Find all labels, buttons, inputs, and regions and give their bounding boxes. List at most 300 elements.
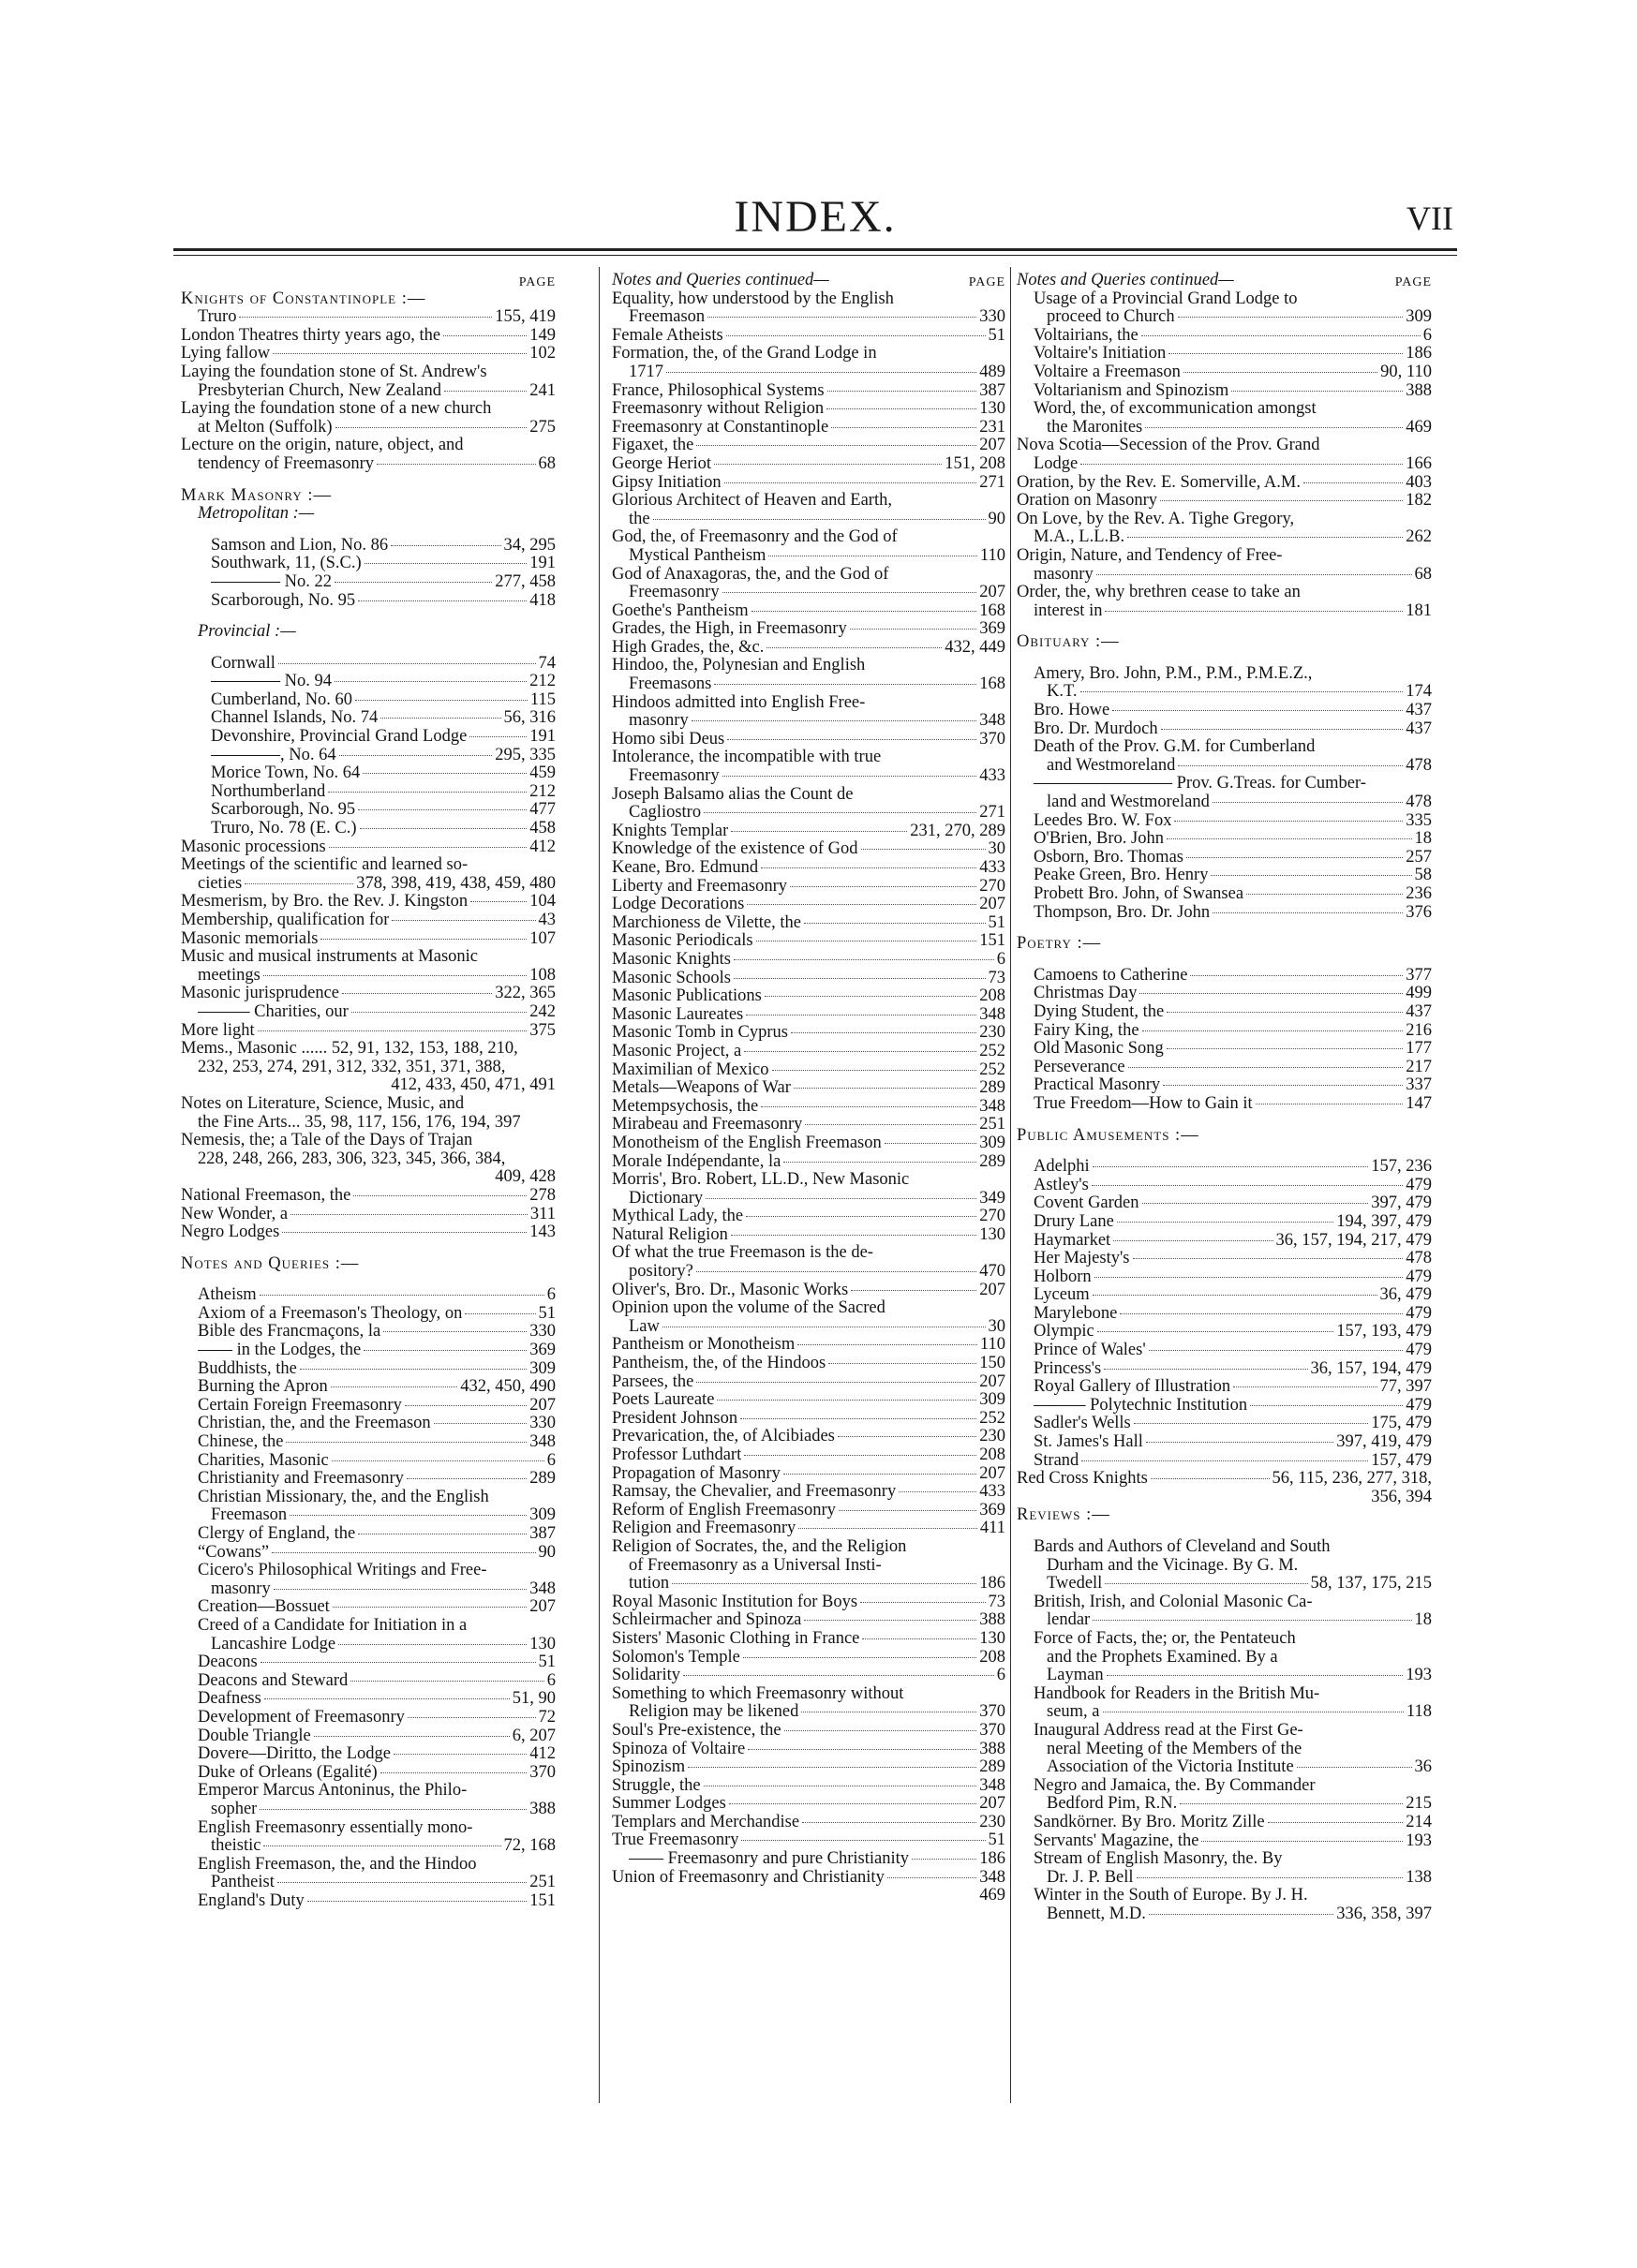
dot-leader (408, 1717, 536, 1718)
entry-title: Cagliostro (629, 804, 702, 823)
dot-leader (1250, 1405, 1403, 1406)
page-references: 138 (1406, 1868, 1432, 1887)
dot-leader (748, 1749, 976, 1750)
entry-title: Pantheism, the, of the Hindoos (612, 1355, 826, 1373)
index-entry (1017, 683, 1432, 702)
entry-title: Summer Lodges (612, 1795, 726, 1814)
index-entry-line: Nova Scotia—Secession of the Prov. Grand (1017, 437, 1320, 455)
dot-leader (724, 482, 977, 483)
index-entry (181, 1470, 556, 1489)
dot-leader (804, 923, 986, 924)
page-references: 478 (1406, 793, 1432, 812)
page-header (173, 178, 1457, 253)
entry-title: Union of Freemasonry and Christianity (612, 1868, 885, 1887)
dot-leader (277, 1882, 527, 1883)
page-references: 387 (529, 1525, 556, 1543)
dot-leader (912, 1859, 976, 1860)
dot-leader (653, 519, 986, 520)
index-entry (1017, 474, 1432, 493)
entry-title: Bennett, M.D. (1047, 1905, 1146, 1923)
index-entry (612, 1043, 1005, 1061)
index-entry (612, 1134, 1005, 1153)
dot-leader (1183, 372, 1377, 373)
dot-leader (1268, 1822, 1404, 1823)
index-entry (612, 455, 1005, 474)
dot-leader (1139, 993, 1403, 994)
page-references: 212 (529, 673, 556, 691)
page-references: 289 (979, 1758, 1005, 1777)
index-entry (1017, 1832, 1432, 1851)
dot-leader (746, 1216, 976, 1217)
page-references: 90 (538, 1543, 556, 1562)
dot-leader (761, 1106, 976, 1107)
page-references: 432, 450, 490 (460, 1378, 556, 1397)
page-references: 230 (979, 1813, 1005, 1831)
page-references: 388 (979, 1740, 1005, 1758)
page-references: 207 (979, 896, 1005, 914)
index-entry-line: Music and musical instruments at Masonic (181, 948, 479, 967)
dot-leader (1081, 1460, 1368, 1461)
page-references: 230 (979, 1428, 1005, 1446)
index-entry (612, 327, 1005, 346)
entry-title: Oration on Masonry (1017, 492, 1158, 511)
entry-title: Scarborough, No. 95 (211, 801, 356, 820)
dot-leader (805, 1124, 976, 1125)
entry-title: Royal Masonic Institution for Boys (612, 1593, 858, 1611)
index-entry (181, 1378, 556, 1397)
index-entry (181, 709, 556, 728)
page-references: 51 (538, 1304, 556, 1323)
page-references: 207 (529, 1598, 556, 1617)
dot-leader (1146, 1442, 1333, 1443)
dot-leader (239, 317, 492, 318)
page-references: 309 (1406, 308, 1432, 327)
entry-title: St. James's Hall (1034, 1433, 1143, 1452)
index-entry (181, 1690, 556, 1709)
page-references: 182 (1406, 492, 1432, 511)
dot-leader (790, 886, 976, 887)
subsection-heading: Provincial :— (198, 622, 296, 642)
page-references: 207 (979, 584, 1005, 602)
entry-title: Duke of Orleans (Egalité) (198, 1763, 378, 1782)
dot-leader (741, 1840, 985, 1841)
entry-title: Peake Green, Bro. Henry (1034, 867, 1209, 885)
index-entry (1017, 327, 1432, 346)
index-entry (181, 1286, 556, 1305)
index-entry-line: 228, 248, 266, 283, 306, 323, 345, 366, 384, (198, 1149, 506, 1168)
index-entry (1017, 1814, 1432, 1832)
page-references: 348 (979, 1868, 1005, 1887)
index-entry-line: English Freemasonry essentially mono- (198, 1818, 473, 1837)
page-references: 388 (529, 1800, 556, 1818)
entry-title: Princess's (1034, 1359, 1102, 1378)
dot-leader (1167, 1012, 1403, 1013)
entry-title: Reform of English Freemasonry (612, 1501, 836, 1519)
entry-title: Samson and Lion, No. 86 (211, 536, 389, 555)
page-references: 458 (529, 820, 556, 838)
dot-leader (360, 828, 528, 829)
entry-title: Freemasonry at Constantinople (612, 418, 829, 437)
page-references: 433 (979, 859, 1005, 877)
dot-leader (838, 1436, 976, 1437)
page-references-continued: 356, 394 (1371, 1487, 1432, 1506)
index-entry (612, 1630, 1005, 1649)
index-entry (612, 914, 1005, 933)
spacer (181, 1242, 556, 1255)
dot-leader (885, 1143, 977, 1144)
entry-title: George Heriot (612, 454, 711, 473)
index-entry (612, 1061, 1005, 1080)
page-references: 30 (988, 1317, 1005, 1336)
dot-leader (1201, 1841, 1403, 1842)
page-references: 433 (979, 1483, 1005, 1502)
page-references: 58 (1414, 867, 1432, 885)
entry-title: Soul's Pre-existence, the (612, 1721, 781, 1740)
index-entry (181, 875, 556, 894)
entry-title: Law (629, 1317, 660, 1336)
entry-title: Certain Foreign Freemasonry (198, 1396, 402, 1415)
entry-title: Twedell (1047, 1575, 1103, 1594)
dot-leader (332, 1460, 544, 1461)
index-entry (1017, 702, 1432, 720)
dot-leader (1167, 1048, 1404, 1049)
index-entry (612, 731, 1005, 749)
dot-leader (1137, 1877, 1404, 1878)
entry-title: Leedes Bro. W. Fox (1034, 811, 1172, 830)
dot-leader (1104, 1369, 1307, 1370)
entry-title: tendency of Freemasonry (198, 454, 375, 473)
page-references: 151 (979, 932, 1005, 951)
index-entry (612, 896, 1005, 914)
page-references: 168 (979, 601, 1005, 620)
entry-title: Maximilian of Mexico (612, 1060, 769, 1079)
dot-leader (350, 1681, 543, 1682)
page-references: 231, 270, 289 (910, 822, 1005, 840)
entry-title: Chinese, the (198, 1433, 284, 1452)
entry-title: Marchioness de Vilette, the (612, 913, 801, 932)
index-entry (1017, 1397, 1432, 1416)
page-references: 252 (979, 1042, 1005, 1060)
index-entry (181, 1598, 556, 1617)
entry-title: Gipsy Initiation (612, 473, 722, 492)
entry-title: Probett Bro. John, of Swansea (1034, 885, 1244, 903)
index-entry (1017, 308, 1432, 327)
page-references: 337 (1406, 1076, 1432, 1095)
spacer (1017, 652, 1432, 665)
dot-leader (731, 831, 907, 832)
page-references: 36, 157, 194, 479 (1310, 1359, 1432, 1378)
index-entry (1017, 1611, 1432, 1630)
dot-leader (333, 1607, 527, 1608)
entry-title: Freemasonry (629, 767, 720, 786)
index-entry (181, 345, 556, 363)
page-references: 479 (1406, 1396, 1432, 1415)
index-entry (1017, 1305, 1432, 1324)
index-entry-line: ———————— Prov. G.Treas. for Cumber- (1034, 775, 1366, 793)
index-entry (181, 1672, 556, 1691)
dot-leader (355, 700, 528, 701)
page-references: 110 (979, 546, 1005, 565)
index-entry-line: the Fine Arts... 35, 98, 117, 156, 176, 194, 397 (198, 1113, 521, 1132)
dot-leader (363, 773, 527, 774)
page-references: 478 (1406, 756, 1432, 775)
dot-leader (335, 427, 528, 428)
index-entry (612, 1667, 1005, 1685)
index-entry (612, 1795, 1005, 1814)
page-references: 369 (979, 1501, 1005, 1519)
page-references: 130 (529, 1635, 556, 1653)
index-entry (612, 1116, 1005, 1134)
page-references: 397, 479 (1371, 1194, 1432, 1213)
index-entry (612, 1208, 1005, 1226)
dot-leader (692, 720, 977, 721)
page-references: 6 (546, 1671, 556, 1690)
entry-title: Masonic Schools (612, 969, 731, 987)
section-heading: Reviews :— (1017, 1505, 1110, 1525)
dot-leader (727, 739, 976, 740)
dot-leader (342, 993, 492, 994)
page-references: 348 (529, 1579, 556, 1598)
index-entry (1017, 1360, 1432, 1379)
page-references: 194, 397, 479 (1336, 1212, 1432, 1231)
index-entry-line: Usage of a Provincial Grand Lodge to (1034, 289, 1298, 308)
index-entry (1017, 382, 1432, 401)
entry-title: ——— Polytechnic Institution (1034, 1396, 1248, 1415)
dot-leader (258, 1030, 528, 1031)
entry-title: Cornwall (211, 654, 275, 673)
dot-leader (1112, 710, 1403, 711)
dot-leader (1094, 1277, 1404, 1278)
dot-leader (443, 335, 527, 336)
page-references: 157, 236 (1371, 1158, 1432, 1177)
dot-leader (802, 1822, 976, 1823)
header-rule-thick (173, 248, 1457, 251)
index-entry (612, 547, 1005, 566)
entry-title: Bro. Howe (1034, 702, 1110, 720)
column-divider-2 (1010, 267, 1011, 2103)
dot-leader (394, 1754, 527, 1755)
page-references: 150 (979, 1355, 1005, 1373)
index-entry (181, 1709, 556, 1727)
page-references: 72, 168 (503, 1837, 556, 1856)
entry-title: Lying fallow (181, 345, 271, 363)
header-rule-thin (173, 255, 1457, 256)
spacer (1017, 922, 1432, 935)
page-references: 348 (529, 1433, 556, 1452)
spacer (1017, 620, 1432, 633)
index-entry (181, 1653, 556, 1672)
index-entry (1017, 1667, 1432, 1685)
dot-leader (743, 1657, 976, 1658)
entry-title: Mystical Pantheism (629, 546, 766, 565)
index-entry (1017, 566, 1432, 585)
page-references: 68 (538, 454, 556, 473)
page-references: 376 (1406, 903, 1432, 922)
index-entry (1017, 602, 1432, 621)
entry-title: M.A., L.L.B. (1034, 528, 1125, 547)
page-references: 479 (1406, 1342, 1432, 1360)
dot-leader (329, 847, 528, 848)
page-references: 241 (529, 381, 556, 400)
index-entry (181, 1415, 556, 1433)
entry-title: interest in (1034, 601, 1103, 620)
dot-leader (827, 391, 977, 392)
dot-leader (1127, 537, 1403, 538)
entry-title: Keane, Bro. Edmund (612, 859, 759, 877)
page-references: 151 (529, 1891, 556, 1910)
page-references: 149 (529, 326, 556, 345)
dot-leader (1186, 857, 1403, 858)
index-entry (1017, 1076, 1432, 1095)
entry-title: Liberty and Freemasonry (612, 877, 787, 896)
index-entry-line: Order, the, why brethren cease to take an (1017, 584, 1301, 602)
index-entry (612, 1758, 1005, 1777)
dot-leader (831, 427, 976, 428)
entry-title: Voltairians, the (1034, 326, 1138, 345)
entry-title: Perseverance (1034, 1058, 1125, 1076)
entry-title: Pantheist (211, 1874, 275, 1892)
dot-leader (469, 736, 527, 737)
index-entry (181, 1003, 556, 1022)
page-references: 212 (529, 782, 556, 801)
dot-leader (696, 1382, 976, 1383)
page-references: 155, 419 (495, 308, 556, 327)
entry-title: Development of Freemasonry (198, 1708, 405, 1727)
index-entry-line: Force of Facts, the; or, the Pentateuch (1034, 1629, 1296, 1648)
page-references: 348 (979, 1097, 1005, 1116)
dot-leader (707, 317, 976, 318)
dot-leader (851, 1290, 976, 1291)
dot-leader (1161, 729, 1404, 730)
dot-leader (783, 1474, 976, 1475)
dot-leader (407, 1478, 527, 1479)
entry-title: Presbyterian Church, New Zealand (198, 381, 441, 400)
index-entry (181, 327, 556, 346)
index-entry (1017, 1268, 1432, 1287)
entry-title: Layman (1047, 1667, 1104, 1685)
dot-leader (1134, 1423, 1368, 1424)
dot-leader (862, 1638, 976, 1639)
index-entry (181, 1874, 556, 1892)
entry-title: France, Philosophical Systems (612, 381, 825, 400)
page-references: 177 (1406, 1040, 1432, 1059)
index-entry (1017, 793, 1432, 812)
page-references: 6 (1422, 326, 1432, 345)
dot-leader (1233, 1386, 1377, 1387)
entry-title: “Cowans” (198, 1543, 270, 1562)
index-entry-line: Of what the true Freemason is the de- (612, 1244, 873, 1263)
index-entry-line: Laying the foundation stone of a new church (181, 400, 492, 419)
index-entry (612, 1226, 1005, 1245)
entry-title: —— in the Lodges, the (198, 1342, 362, 1360)
index-entry (1017, 1158, 1432, 1177)
page-references: 104 (529, 893, 556, 912)
index-entry (181, 967, 556, 986)
entry-title: Creation—Bossuet (198, 1598, 330, 1617)
page-references: 479 (1406, 1304, 1432, 1323)
index-entry (181, 419, 556, 437)
spacer (1017, 1145, 1432, 1158)
index-entry (181, 1305, 556, 1324)
index-entry (612, 620, 1005, 639)
dot-leader (734, 959, 994, 960)
page-references: 271 (979, 804, 1005, 823)
entry-title: Pantheism or Monotheism (612, 1336, 796, 1355)
index-entry (612, 1831, 1005, 1850)
index-entry (181, 382, 556, 401)
dot-leader (798, 1528, 977, 1529)
entry-title: Oration, by the Rev. E. Somerville, A.M. (1017, 473, 1301, 492)
index-entry-line: neral Meeting of the Members of the (1047, 1740, 1302, 1758)
page-references: 370 (979, 1721, 1005, 1740)
page-references: 330 (529, 1323, 556, 1342)
index-entry-line: Glorious Architect of Heaven and Earth, (612, 492, 892, 511)
page-references: 479 (1406, 1176, 1432, 1194)
page-references: 6 (546, 1451, 556, 1470)
page-references: 336, 358, 397 (1336, 1905, 1432, 1923)
dot-leader (392, 920, 535, 921)
entry-title: Religion and Freemasonry (612, 1519, 796, 1538)
page-references: 6 (546, 1286, 556, 1305)
page-references: 348 (979, 1776, 1005, 1795)
dot-leader (358, 600, 527, 601)
entry-title: Masonic Project, a (612, 1042, 742, 1060)
index-entry (1017, 1869, 1432, 1888)
entry-title: proceed to Church (1047, 308, 1175, 327)
page-references: 387 (979, 381, 1005, 400)
index-entry (181, 691, 556, 710)
entry-title: ———— No. 94 (211, 673, 332, 691)
index-entry (612, 1190, 1005, 1208)
entry-title: England's Duty (198, 1891, 305, 1910)
entry-title: High Grades, the, &c. (612, 638, 765, 657)
entry-title: Oliver's, Bro. Dr., Masonic Works (612, 1281, 849, 1299)
index-entry (181, 308, 556, 327)
page-references: 309 (529, 1506, 556, 1525)
page-references: 208 (979, 987, 1005, 1006)
dot-leader (1128, 1067, 1404, 1068)
index-entry (1017, 1003, 1432, 1022)
index-entry (612, 363, 1005, 382)
entry-title: Metempsychosis, the (612, 1097, 759, 1116)
page-references: 278 (529, 1186, 556, 1205)
index-entry (1017, 904, 1432, 923)
page-references: 311 (529, 1205, 556, 1223)
page-references: 90, 110 (1380, 363, 1432, 381)
entry-title: Negro Lodges (181, 1223, 280, 1242)
page-references: 51 (988, 1831, 1005, 1850)
dot-leader (273, 353, 527, 354)
page-references: 207 (979, 1795, 1005, 1814)
page-references: 215 (1406, 1795, 1432, 1814)
dot-leader (722, 592, 977, 593)
entry-title: Bedford Pim, R.N. (1047, 1795, 1178, 1814)
entry-title: Mesmerism, by Bro. the Rev. J. Kingston (181, 893, 469, 912)
page-references: 51 (988, 913, 1005, 932)
index-entry (612, 1446, 1005, 1465)
page-references: 51, 90 (512, 1690, 556, 1709)
page-references: 469 (1406, 418, 1432, 437)
dot-leader (290, 1515, 527, 1516)
entry-title: the (629, 510, 650, 528)
page-references: 370 (979, 730, 1005, 749)
dot-leader (1105, 611, 1403, 612)
dot-leader (300, 1369, 527, 1370)
page-references: 118 (1406, 1703, 1432, 1722)
index-entry (181, 573, 556, 592)
index-entry (181, 1223, 556, 1242)
index-entry (1017, 492, 1432, 511)
